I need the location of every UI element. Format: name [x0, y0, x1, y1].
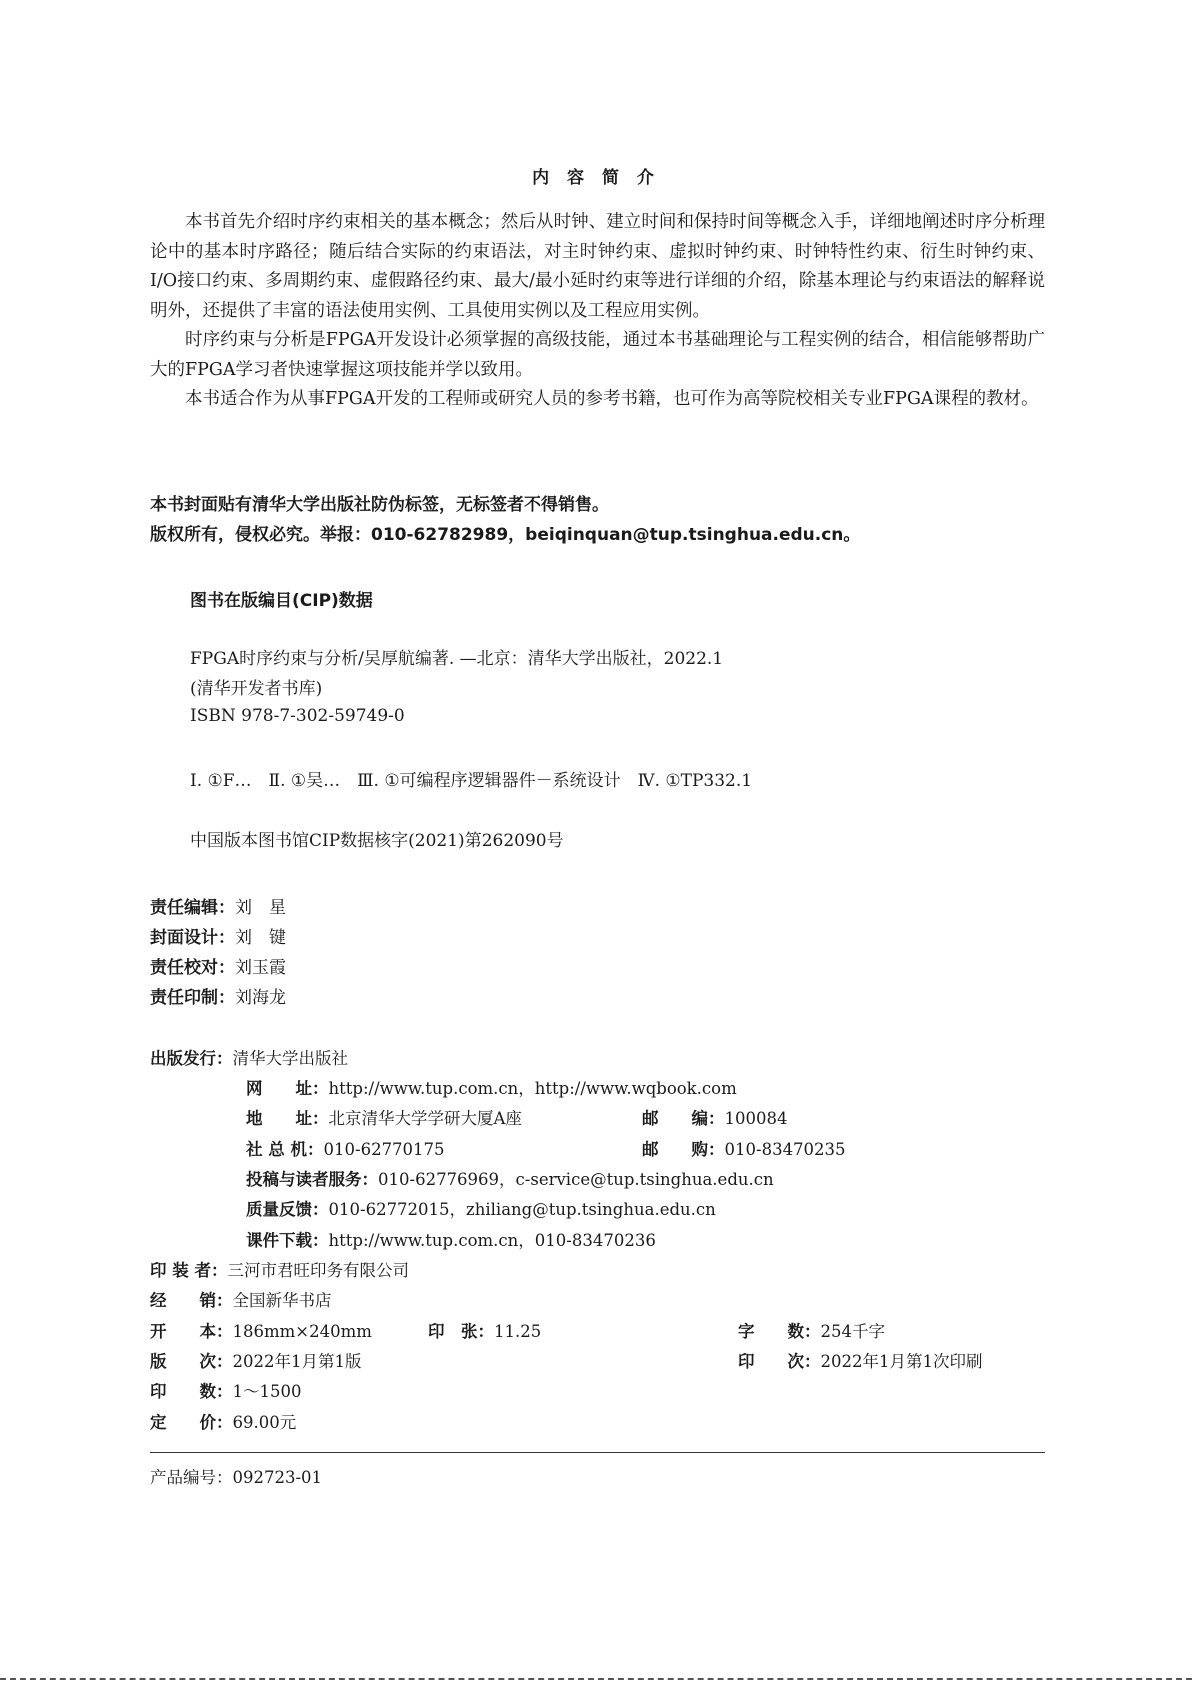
courseware-download-label: 课件下载： — [246, 1231, 329, 1250]
publisher-line — [150, 1045, 348, 1069]
edition-value: 2022年1月第1版 — [232, 1352, 362, 1371]
credit-value: 刘玉霞 — [235, 958, 286, 978]
printer-label: 印 装 者： — [150, 1261, 228, 1280]
credit-editor — [150, 893, 286, 918]
credit-cover-design — [150, 923, 286, 948]
website-value: http://www.tup.com.cn，http://www.wqbook.com — [328, 1079, 737, 1098]
zip-label: 邮 编： — [642, 1109, 725, 1128]
publisher-label: 出版发行： — [150, 1049, 233, 1068]
credit-label: 封面设计： — [150, 928, 235, 948]
publisher-reader-service — [246, 1166, 774, 1190]
price-label: 定 价： — [150, 1413, 233, 1432]
reader-service-label: 投稿与读者服务： — [246, 1170, 378, 1189]
cip-isbn-line: ISBN 978-7-302-59749-0 — [190, 706, 405, 726]
copyright-notice: 版权所有，侵权必究。举报：010-62782989，beiqinquan@tup.tsinghua.edu.cn。 — [150, 525, 861, 545]
distributor-label: 经 销： — [150, 1291, 233, 1310]
divider-line — [150, 1452, 1045, 1453]
website-label: 网 址： — [246, 1079, 329, 1098]
edition-line — [150, 1348, 362, 1372]
product-number-label: 产品编号： — [150, 1468, 233, 1487]
publisher-phone — [246, 1136, 445, 1160]
publisher-courseware-download — [246, 1227, 656, 1251]
publisher-website — [246, 1075, 737, 1099]
mail-order-value: 010-83470235 — [724, 1140, 846, 1159]
credit-label: 责任校对： — [150, 958, 235, 978]
edition-label: 版 次： — [150, 1352, 233, 1371]
cip-title-line: FPGA时序约束与分析/吴厚航编著. —北京：清华大学出版社，2022.1 — [190, 649, 724, 669]
cip-series-line: (清华开发者书库) — [190, 679, 323, 699]
intro-paragraph-1: 本书首先介绍时序约束相关的基本概念；然后从时钟、建立时间和保持时间等概念入手，详细地阐述时序分析理论中的基本时序路径；随后结合实际的约束语法，对主时钟约束、虚拟时钟约束、时钟特性约束、衍生时钟约束、I/O接口约束、多周期约束、虚假路径约束、最大/最小延时约束等进行详细的介绍，除基本理论与约束语法的解释说明外，还提供了丰富的语法使用实例、工具使用实例以及工程应用实例。 — [150, 212, 1045, 321]
printer-line — [150, 1257, 409, 1281]
word-count-line — [738, 1318, 885, 1342]
printing-value: 2022年1月第1次印刷 — [820, 1352, 983, 1371]
distributor-line — [150, 1287, 332, 1311]
cip-classification-line: Ⅰ. ①F… Ⅱ. ①吴… Ⅲ. ①可编程序逻辑器件－系统设计 Ⅳ. ①TP332.1 — [190, 771, 753, 791]
mail-order-label: 邮 购： — [642, 1140, 725, 1159]
reader-service-value: 010-62776969，c-service@tup.tsinghua.edu.cn — [378, 1170, 774, 1189]
cip-record-line: 中国版本图书馆CIP数据核字(2021)第262090号 — [190, 831, 564, 851]
printer-value: 三河市君旺印务有限公司 — [227, 1261, 409, 1280]
address-label: 地 址： — [246, 1109, 329, 1128]
printing-line — [738, 1348, 983, 1372]
publisher-quality-feedback — [246, 1196, 716, 1220]
credit-value: 刘海龙 — [235, 988, 286, 1008]
price-value: 69.00元 — [232, 1413, 297, 1432]
sheets-value: 11.25 — [494, 1322, 542, 1341]
format-line — [150, 1318, 372, 1342]
phone-label: 社 总 机： — [246, 1140, 324, 1159]
sheets-label: 印 张： — [428, 1322, 494, 1341]
product-number-line — [150, 1464, 322, 1488]
distributor-value: 全国新华书店 — [232, 1291, 332, 1310]
credit-proofreader — [150, 953, 286, 978]
copies-line — [150, 1378, 302, 1402]
cip-heading: 图书在版编目(CIP)数据 — [190, 591, 373, 611]
product-number-value: 092723-01 — [232, 1468, 323, 1487]
credit-label: 责任印制： — [150, 988, 235, 1008]
publisher-name: 清华大学出版社 — [232, 1049, 348, 1068]
zip-value: 100084 — [724, 1109, 788, 1128]
credit-printing-supervisor — [150, 983, 286, 1008]
courseware-download-value: http://www.tup.com.cn，010-83470236 — [328, 1231, 656, 1250]
page-bottom-border — [0, 1678, 1192, 1680]
publisher-mail-order — [642, 1136, 846, 1160]
intro-paragraph-3: 本书适合作为从事FPGA开发的工程师或研究人员的参考书籍，也可作为高等院校相关专业FPGA课程的教材。 — [185, 389, 1039, 409]
phone-value: 010-62770175 — [323, 1140, 445, 1159]
credit-value: 刘 键 — [235, 928, 286, 948]
credit-label: 责任编辑： — [150, 898, 235, 918]
copies-label: 印 数： — [150, 1382, 233, 1401]
format-value: 186mm×240mm — [232, 1322, 372, 1341]
word-count-value: 254千字 — [820, 1322, 885, 1341]
word-count-label: 字 数： — [738, 1322, 821, 1341]
page-title: 内 容 简 介 — [532, 168, 660, 188]
format-label: 开 本： — [150, 1322, 233, 1341]
copies-value: 1～1500 — [232, 1382, 302, 1401]
credit-value: 刘 星 — [235, 898, 286, 918]
quality-feedback-label: 质量反馈： — [246, 1200, 329, 1219]
address-value: 北京清华大学学研大厦A座 — [328, 1109, 522, 1128]
publisher-zip — [642, 1105, 788, 1129]
publisher-address — [246, 1105, 522, 1129]
intro-section — [150, 208, 1045, 415]
sheets-line — [428, 1318, 541, 1342]
printing-label: 印 次： — [738, 1352, 821, 1371]
quality-feedback-value: 010-62772015，zhiliang@tup.tsinghua.edu.cn — [328, 1200, 716, 1219]
anti-counterfeit-notice: 本书封面贴有清华大学出版社防伪标签，无标签者不得销售。 — [150, 495, 609, 515]
price-line — [150, 1409, 296, 1433]
intro-paragraph-2: 时序约束与分析是FPGA开发设计必须掌握的高级技能，通过本书基础理论与工程实例的结合，相信能够帮助广大的FPGA学习者快速掌握这项技能并学以致用。 — [150, 330, 1045, 380]
